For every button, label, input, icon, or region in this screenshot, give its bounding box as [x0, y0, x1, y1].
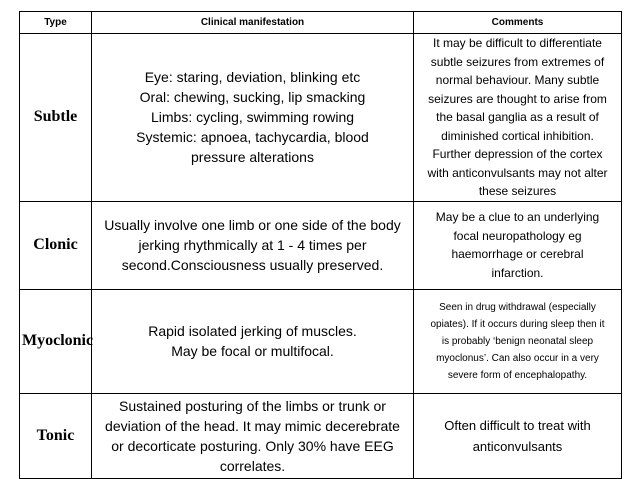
text-line: the basal ganglia as a result of	[436, 110, 599, 124]
text-line: correlates.	[219, 457, 286, 474]
text-line: focal neuropathology eg	[453, 228, 582, 243]
header-comments: Comments	[414, 12, 622, 34]
header-row	[20, 12, 622, 34]
table-row	[20, 289, 622, 393]
text-line: or decorticate posturing. Only 30% have EEG	[111, 437, 394, 454]
comments-cell	[414, 34, 622, 202]
header-clinical-manifestation: Clinical manifestation	[92, 12, 414, 34]
text-line: May be a clue to an underlying	[435, 210, 600, 224]
clinical-cell	[92, 289, 414, 393]
text-line: May be focal or multifocal.	[171, 343, 334, 359]
text-line: Limbs: cycling, swimming rowing	[150, 109, 355, 126]
text-line: pressure alterations	[191, 149, 314, 166]
text-line: with anticonvulsants may not alter	[427, 165, 608, 180]
text-line: these seizures	[478, 184, 557, 198]
text-line: Systemic: apnoea, tachycardia, blood	[136, 129, 369, 146]
text-line: severe form of encephalopathy.	[447, 369, 588, 381]
text-line: myoclonus’. Can also occur in a very	[436, 352, 599, 364]
text-line: infarction.	[491, 265, 544, 280]
type-cell: Clonic	[20, 201, 92, 289]
text-line: anticonvulsants	[472, 438, 563, 454]
text-line: Usually involve one limb or one side of the body	[104, 217, 401, 233]
text-line: haemorrhage or cerebral	[451, 247, 584, 261]
type-cell: Myoclonic	[20, 289, 92, 393]
type-cell: Tonic	[20, 393, 92, 478]
header-type: Type	[20, 12, 92, 34]
comments-cell	[414, 201, 622, 289]
table-row	[20, 201, 622, 289]
text-line: diminished cortical inhibition.	[441, 128, 594, 143]
text-line: deviation of the head. It may mimic decerebrate	[105, 417, 400, 434]
text-line: Often difficult to treat with	[444, 417, 591, 433]
text-line: opiates). If it occurs during sleep then it	[430, 318, 605, 330]
text-line: Further depression of the cortex	[432, 147, 603, 161]
table-row	[20, 393, 622, 478]
text-line: Eye: staring, deviation, blinking etc	[144, 69, 361, 86]
text-line: normal behaviour. Many subtle	[435, 73, 600, 87]
table-row	[20, 34, 622, 202]
text-line: It may be difficult to differentiate	[433, 36, 602, 50]
text-line: Sustained posturing of the limbs or trunk or	[119, 397, 386, 414]
text-line: subtle seizures from extremes of	[430, 54, 605, 69]
text-line: is probably ‘benign neonatal sleep	[441, 335, 594, 347]
comments-cell	[414, 289, 622, 393]
text-line: Rapid isolated jerking of muscles.	[148, 323, 357, 339]
comments-cell	[414, 393, 622, 478]
clinical-cell	[92, 201, 414, 289]
text-line: seizures are thought to arise from	[428, 91, 607, 106]
text-line: second.Consciousness usually preserved.	[121, 257, 384, 273]
seizure-types-table	[19, 11, 622, 479]
clinical-cell	[92, 34, 414, 202]
type-cell: Subtle	[20, 34, 92, 202]
text-line: Seen in drug withdrawal (especially	[439, 301, 596, 313]
text-line: Oral: chewing, sucking, lip smacking	[139, 89, 366, 106]
text-line: jerking rhythmically at 1 - 4 times per	[138, 237, 367, 253]
clinical-cell	[92, 393, 414, 478]
